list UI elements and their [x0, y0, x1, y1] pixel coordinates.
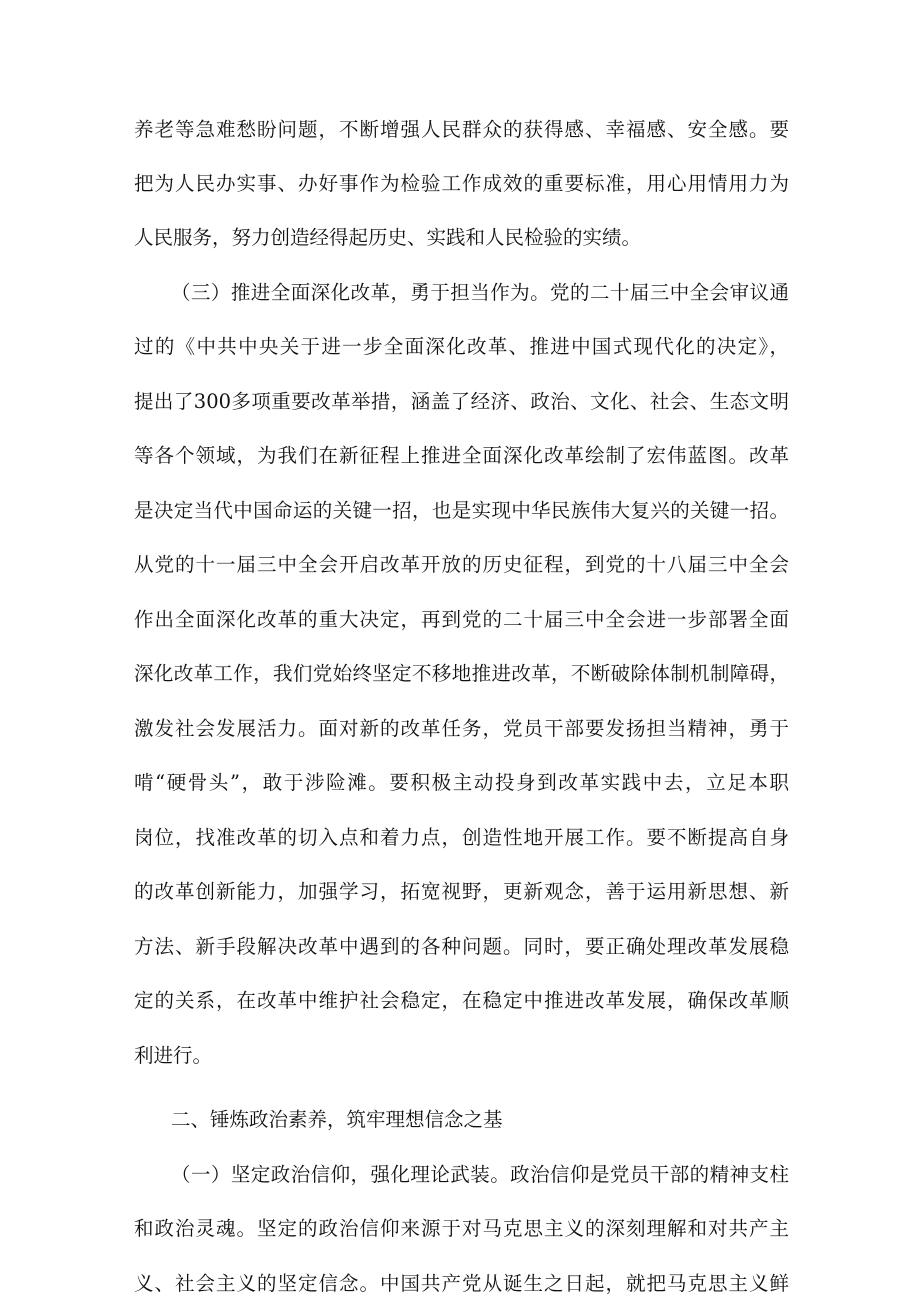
- text-line: 等各个领域，为我们在新征程上推进全面深化改革绘制了宏伟蓝图。改革: [134, 444, 789, 467]
- text-line: 岗位，找准改革的切入点和着力点，创造性地开展工作。要不断提高自身: [134, 826, 789, 849]
- text-line: 是决定当代中国命运的关键一招，也是实现中华民族伟大复兴的关键一招。: [134, 499, 789, 522]
- text-line: 和政治灵魂。坚定的政治信仰来源于对马克思主义的深刻理解和对共产主: [134, 1217, 789, 1240]
- text-line: 的改革创新能力，加强学习，拓宽视野，更新观念，善于运用新思想、新: [134, 880, 789, 903]
- text-line: 激发社会发展活力。面对新的改革任务，党员干部要发扬担当精神，勇于: [134, 717, 789, 740]
- text-line: 人民服务，努力创造经得起历史、实践和人民检验的实绩。: [134, 226, 642, 249]
- text-line: 定的关系，在改革中维护社会稳定，在稳定中推进改革发展，确保改革顺: [134, 989, 789, 1012]
- text-line: 作出全面深化改革的重大决定，再到党的二十届三中全会进一步部署全面: [134, 608, 789, 631]
- section-heading-line: （一）坚定政治信仰，强化理论武装。政治信仰是党员干部的精神支柱: [171, 1163, 789, 1186]
- text-line: 提出了300多项重要改革举措，涵盖了经济、政治、文化、社会、生态文明: [134, 390, 789, 413]
- text-line: 义、社会主义的坚定信念。中国共产党从诞生之日起，就把马克思主义鲜: [134, 1272, 789, 1295]
- text-line: 方法、新手段解决改革中遇到的各种问题。同时，要正确处理改革发展稳: [134, 935, 789, 958]
- text-line: 深化改革工作，我们党始终坚定不移地推进改革，不断破除体制机制障碍，: [134, 662, 789, 685]
- text-line: 养老等急难愁盼问题，不断增强人民群众的获得感、幸福感、安全感。要: [134, 118, 789, 141]
- text-line: 过的《中共中央关于进一步全面深化改革、推进中国式现代化的决定》，: [134, 335, 789, 358]
- section-heading-line: （三）推进全面深化改革，勇于担当作为。党的二十届三中全会审议通: [171, 281, 789, 304]
- chapter-heading: 二、锤炼政治素养，筑牢理想信念之基: [171, 1108, 503, 1131]
- text-line: 啃“硬骨头”，敢于涉险滩。要积极主动投身到改革实践中去，立足本职: [134, 771, 789, 794]
- text-line: 利进行。: [134, 1044, 213, 1067]
- text-line: 从党的十一届三中全会开启改革开放的历史征程，到党的十八届三中全会: [134, 553, 789, 576]
- text-line: 把为人民办实事、办好事作为检验工作成效的重要标准，用心用情用力为: [134, 172, 789, 195]
